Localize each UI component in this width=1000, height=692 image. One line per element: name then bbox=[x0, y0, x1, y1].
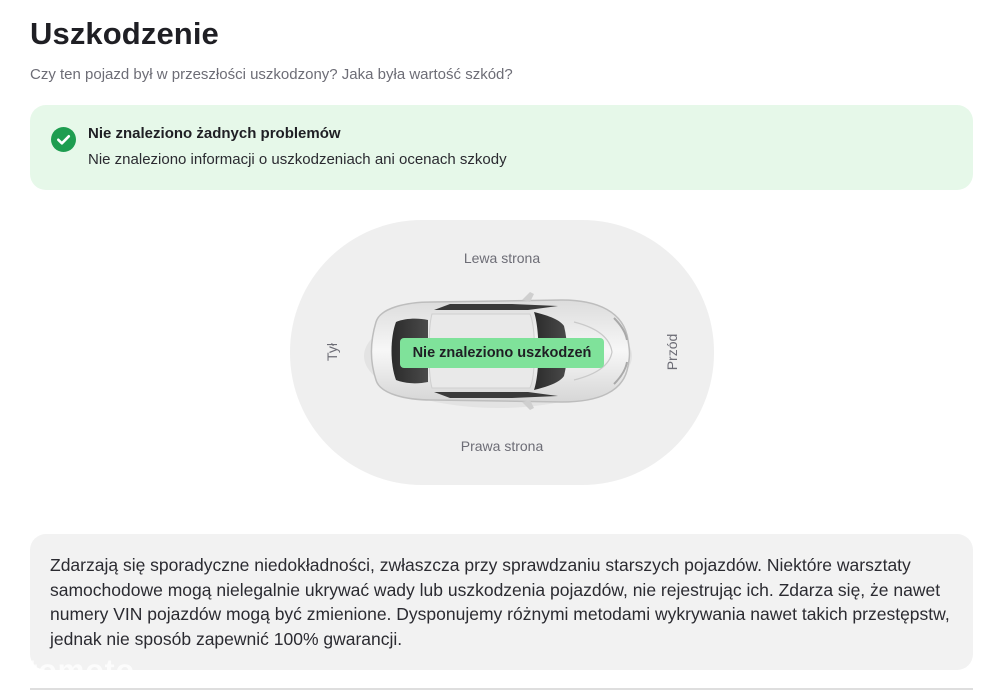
right-side-label: Prawa strona bbox=[460, 438, 544, 454]
section-divider bbox=[30, 688, 973, 690]
no-problems-status-box bbox=[30, 105, 973, 190]
otomoto-watermark: otomoto bbox=[8, 654, 135, 687]
status-title: Nie znaleziono żadnych problemów bbox=[88, 125, 341, 142]
vehicle-damage-diagram bbox=[290, 220, 714, 485]
no-damage-badge: Nie znaleziono uszkodzeń bbox=[400, 338, 604, 368]
section-title: Uszkodzenie bbox=[30, 16, 219, 51]
check-circle-icon bbox=[51, 127, 76, 152]
rear-label: Tył bbox=[324, 343, 340, 361]
disclaimer-text: Zdarzają się sporadyczne niedokładności, zwłaszcza przy sprawdzaniu starszych pojazdów. Niektóre warsztaty samochodowe mogą nielegalnie ukrywać wady lub uszkodzenia pojazdów, nie rejestrując ich. Zdarza się, że nawet numery VIN pojazdów mogą być zmienione. Dysponujemy różnymi metodami wykrywania nawet takich przestępstw, jednak nie sposób zapewnić 100% gwarancji. bbox=[50, 555, 950, 649]
status-description: Nie znaleziono informacji o uszkodzeniach ani ocenach szkody bbox=[88, 151, 507, 168]
left-side-label: Lewa strona bbox=[463, 250, 541, 266]
section-subtitle: Czy ten pojazd był w przeszłości uszkodzony? Jaka była wartość szkód? bbox=[30, 66, 513, 83]
front-label: Przód bbox=[664, 333, 680, 371]
disclaimer-box bbox=[30, 534, 973, 670]
